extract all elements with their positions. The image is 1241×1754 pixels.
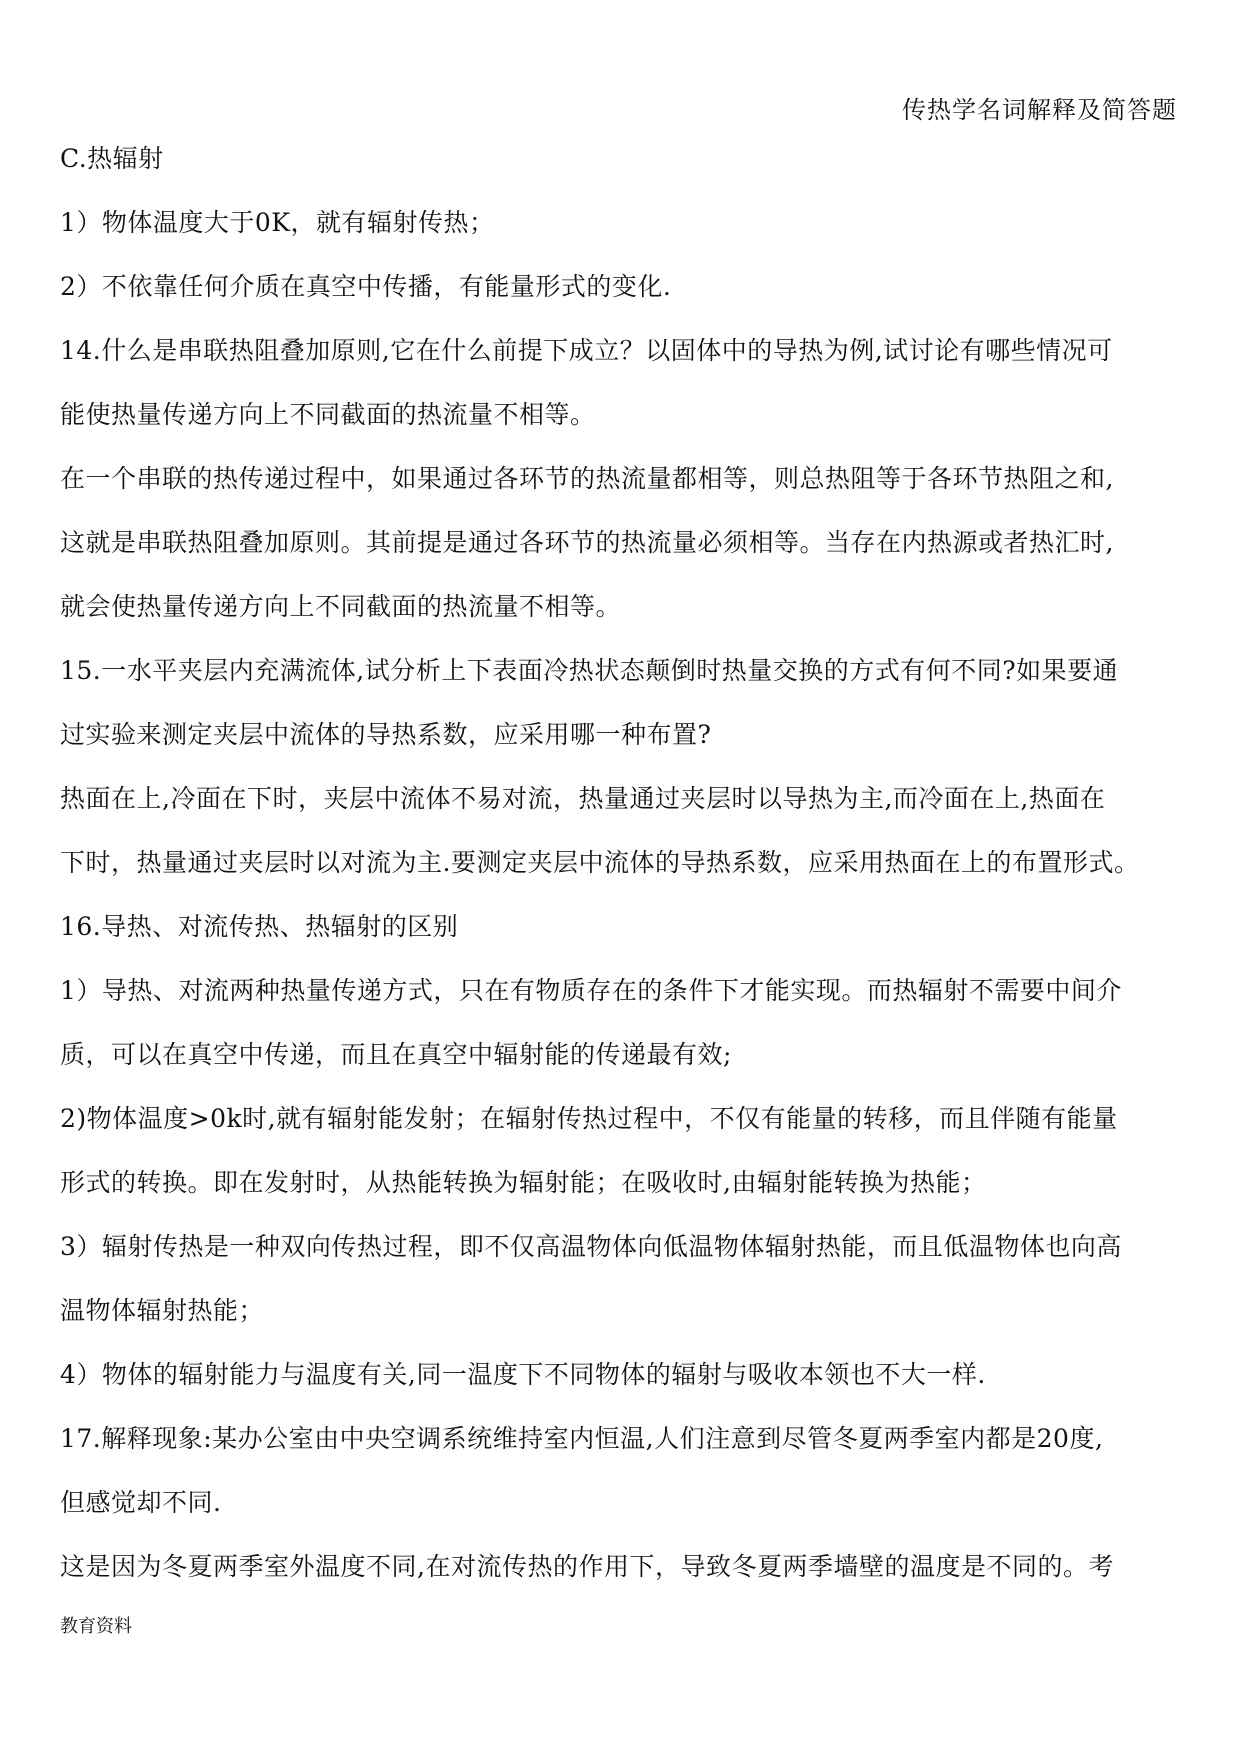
page-header: 传热学名词解释及简答题 bbox=[902, 96, 1177, 124]
answer-16-item-3-line-2: 温物体辐射热能； bbox=[60, 1296, 265, 1325]
answer-16-item-3-line-1: 3）辐射传热是一种双向传热过程，即不仅高温物体向低温物体辐射热能，而且低温物体也向高 bbox=[60, 1232, 1122, 1261]
line-c-1: 1）物体温度大于0K，就有辐射传热； bbox=[60, 208, 495, 237]
line-c-heading: C.热辐射 bbox=[60, 144, 164, 173]
question-17-line-1: 17.解释现象:某办公室由中央空调系统维持室内恒温,人们注意到尽管冬夏两季室内都是20度, bbox=[60, 1424, 1104, 1453]
page-footer: 教育资料 bbox=[60, 1616, 132, 1637]
answer-14-line-2: 这就是串联热阻叠加原则。其前提是通过各环节的热流量必须相等。当存在内热源或者热汇时, bbox=[60, 528, 1114, 557]
answer-14-line-1: 在一个串联的热传递过程中，如果通过各环节的热流量都相等，则总热阻等于各环节热阻之和, bbox=[60, 464, 1114, 493]
question-15-line-1: 15.一水平夹层内充满流体,试分析上下表面冷热状态颠倒时热量交换的方式有何不同?如果要通 bbox=[60, 656, 1119, 685]
answer-16-item-4: 4）物体的辐射能力与温度有关,同一温度下不同物体的辐射与吸收本领也不大一样. bbox=[60, 1360, 986, 1389]
question-14-line-1: 14.什么是串联热阻叠加原则,它在什么前提下成立？以固体中的导热为例,试讨论有哪些情况可 bbox=[60, 336, 1113, 365]
answer-16-item-1-line-1: 1）导热、对流两种热量传递方式，只在有物质存在的条件下才能实现。而热辐射不需要中间介 bbox=[60, 976, 1122, 1005]
line-c-2: 2）不依靠任何介质在真空中传播，有能量形式的变化. bbox=[60, 272, 672, 301]
answer-14-line-3: 就会使热量传递方向上不同截面的热流量不相等。 bbox=[60, 592, 622, 621]
document-body bbox=[60, 140, 1182, 1612]
answer-16-item-2-line-2: 形式的转换。即在发射时，从热能转换为辐射能；在吸收时,由辐射能转换为热能； bbox=[60, 1168, 987, 1197]
answer-15-line-1: 热面在上,冷面在下时，夹层中流体不易对流，热量通过夹层时以导热为主,而冷面在上,热面在 bbox=[60, 784, 1106, 813]
answer-15-line-2: 下时，热量通过夹层时以对流为主.要测定夹层中流体的导热系数，应采用热面在上的布置形式。 bbox=[60, 848, 1140, 877]
question-16: 16.导热、对流传热、热辐射的区别 bbox=[60, 912, 459, 941]
answer-17-line-1: 这是因为冬夏两季室外温度不同,在对流传热的作用下，导致冬夏两季墙壁的温度是不同的。考 bbox=[60, 1552, 1114, 1581]
question-14-line-2: 能使热量传递方向上不同截面的热流量不相等。 bbox=[60, 400, 596, 429]
answer-16-item-2-line-1: 2)物体温度>0k时,就有辐射能发射；在辐射传热过程中，不仅有能量的转移，而且伴随有能量 bbox=[60, 1104, 1118, 1133]
question-17-line-2: 但感觉却不同. bbox=[60, 1488, 222, 1517]
answer-16-item-1-line-2: 质，可以在真空中传递，而且在真空中辐射能的传递最有效; bbox=[60, 1040, 732, 1069]
question-15-line-2: 过实验来测定夹层中流体的导热系数，应采用哪一种布置? bbox=[60, 720, 712, 749]
